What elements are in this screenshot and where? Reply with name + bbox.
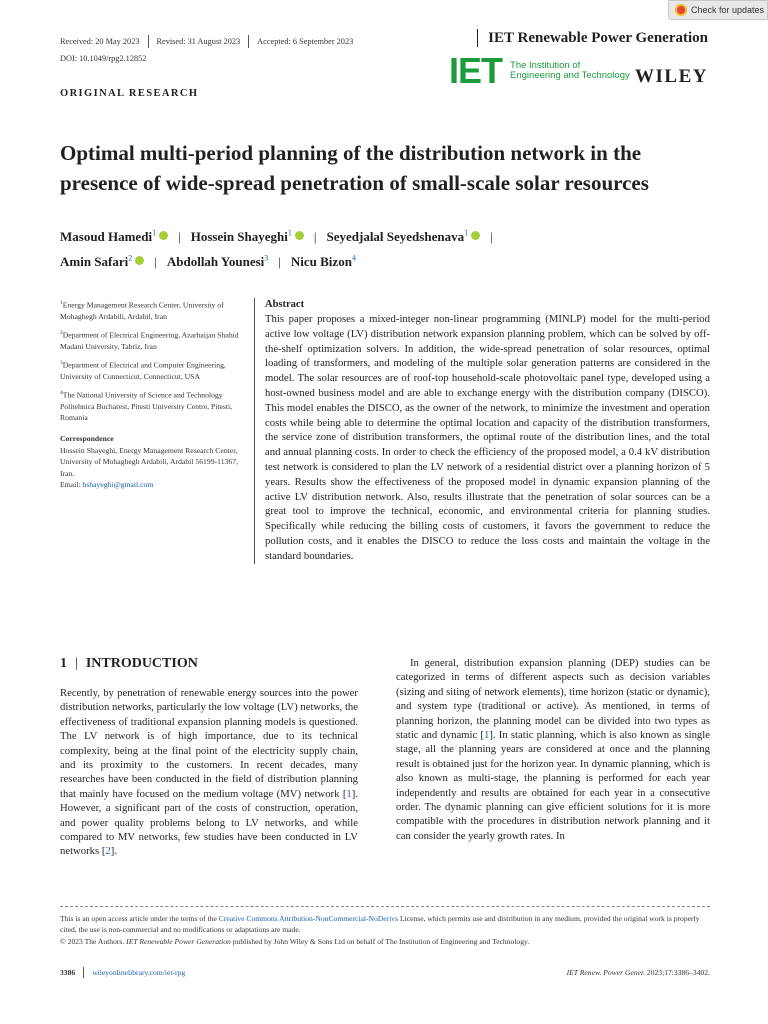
affiliations xyxy=(60,298,245,490)
page-number: 3386 xyxy=(60,968,76,977)
author[interactable]: Hossein Shayeghi$^1$ xyxy=(191,229,304,244)
correspondence-text: Hossein Shayeghi, Energy Management Research Center, University of Mohaghegh Ardabili, Ardabil 56199-11367, Iran. xyxy=(60,446,238,478)
crossmark-icon xyxy=(675,4,687,16)
orcid-icon[interactable] xyxy=(295,231,304,240)
author-list xyxy=(60,224,720,274)
section-heading: 1 | INTRODUCTION xyxy=(60,656,198,671)
email-link[interactable]: hshayeghi@gmail.com xyxy=(82,479,154,489)
paragraph: In general, distribution expansion planning (DEP) studies can be categorized in terms of different aspects such as decision variables (sizing and siting of network elements), time horizon (static or dynamic), and system type (traditional or active). As mentioned, in terms of planning horizon, the planning model can be divided into two types as static and dynamic [1]. In static planning, which is also known as single stage, all the planning years are considered at once and the planning result is obtained just for the horizon year. In dynamic planning, which is also known as multi-stage, the planning is performed for each year independently and results are obtained for each year in a consecutive order. The dynamic planning can give efficient solutions for it is more compatible with the procedures in distribution network planning and it can consider the yearly growth rates. In xyxy=(396,657,710,842)
orcid-icon[interactable] xyxy=(135,256,144,265)
affiliation: $^4$The National University of Science and Technology Politehnica Bucharest, Pitesti University Centre, Pitesti, Romania xyxy=(60,389,233,422)
body-column-right xyxy=(396,656,710,843)
affiliation: $^2$Department of Electrical Engineering, Azarbaijan Shahid Madani University, Tabriz, Iran xyxy=(60,329,239,351)
check-for-updates-button[interactable] xyxy=(668,0,768,20)
license-footnote: This is an open access article under the terms of the Creative Commons Attribution-NonCommercial-NoDerivs License, which permits use and distribution in any medium, provided the original work is properly cited, the use is non-commercial and no modifications or adaptations are made. © 2023 The Authors. IET Renewable Power Generation published by John Wiley & Sons Ltd on behalf of The Institution of Engineering and Technology. xyxy=(60,906,710,947)
author[interactable]: Abdollah Younesi$^3$ xyxy=(166,253,269,269)
accepted-date: Accepted: 6 September 2023 xyxy=(248,35,361,48)
correspondence-heading: Correspondence xyxy=(60,434,114,444)
author[interactable]: Masoud Hamedi$^1$ xyxy=(60,229,168,244)
author[interactable]: Seyedjalal Seyedshenava$^1$ xyxy=(326,229,480,244)
wiley-logo: WILEY xyxy=(635,66,708,87)
article-type: ORIGINAL RESEARCH xyxy=(60,88,199,99)
page-footer xyxy=(60,967,710,978)
iet-logo-mark: IET xyxy=(449,50,503,91)
abstract-heading: Abstract xyxy=(265,299,305,310)
license-link[interactable]: Creative Commons Attribution-NonCommercial-NoDerivs xyxy=(218,914,399,923)
abstract xyxy=(254,298,710,564)
article-history xyxy=(60,35,361,48)
affiliation: $^3$Department of Electrical and Computer Engineering, University of Connecticut, Connecticut, USA xyxy=(60,359,226,381)
abstract-body: This paper proposes a mixed-integer non-linear programming (MINLP) model for the multi-period active low voltage (LV) distribution network expansion planning problem, which can be solved by off-the-shelf optimization solvers. In addition, the wide-spread penetration of solar resources, optimal loading of transformers, and modeling of the multiple solar generation patterns are considered in the model. The solar resources are of roof-top household-scale photovoltaic panel type, developed using a host-owned business model and are able to exchange energy with the distribution company (DISCO). This model enables the DISCO, as the owner of the network, to minimize the investment and operation costs while being able to determine the optimal location and capacity of the distribution transformers, the service zone of distribution transformers, the optimal route of the distribution lines, and the total and annual planning costs. In order to check the efficiency of the proposed model, a 0.4 kV distribution test network is considered to plan the LV network of a residential district over a planning horizon of 5 years. Results show the effectiveness of the proposed model in dynamic expansion planning of the active LV distribution network. Also, results illustrate that the penetration of solar sources can be a great tool to improve the technical, economic, and environmental criteria for planning studies. Specifically while reducing the billing costs of customers, it favors the government to reduce the pollution costs, and it enables the DISCO to reduce the loss costs and maintain the voltage in the standard boundaries. xyxy=(265,313,710,562)
citation: IET Renew. Power Gener. 2023;17:3386–3402. xyxy=(566,968,710,977)
paragraph: Recently, by penetration of renewable energy sources into the power distribution networks, particularly the low voltage (LV) networks, the effectiveness of traditional expansion planning models is questioned. The LV network is of high importance, due to its technical complexity, being at the final point of the electricity supply chain, and its proximity to the customers. In recent decades, many researches have been conducted in the field of distribution planning that mainly have focused on the medium voltage (MV) network [1]. However, a significant part of the costs of construction, operation, and power quality problems belong to LV networks, and while compared to MV networks, few studies have been conducted in LV networks [2]. xyxy=(60,687,358,858)
author[interactable]: Amin Safari$^2$ xyxy=(60,254,144,269)
orcid-icon[interactable] xyxy=(159,231,168,240)
iet-logo xyxy=(449,50,630,91)
received-date: Received: 20 May 2023 xyxy=(60,37,140,46)
citation-link[interactable]: 2 xyxy=(105,845,111,858)
revised-date: Revised: 31 August 2023 xyxy=(148,35,249,48)
author-line-2: Amin Safari$^2$ | Abdollah Younesi$^3$ | Nicu Bizon$^4$ xyxy=(60,253,356,269)
body-column-left xyxy=(60,656,358,859)
journal-url-link[interactable]: wileyonlinelibrary.com/iet-rpg xyxy=(83,967,185,978)
check-for-updates-label: Check for updates xyxy=(691,5,765,15)
article-title: Optimal multi-period planning of the distribution network in the presence of wide-spread penetration of small-scale solar resources xyxy=(60,141,649,195)
author-line-1: Masoud Hamedi$^1$ | Hossein Shayeghi$^1$ | Seyedjalal Seyedshenava$^1$ | xyxy=(60,228,493,244)
correspondence: Correspondence Hossein Shayeghi, Energy Management Research Center, University of Mohaghegh Ardabili, Ardabil 56199-11367, Iran. Email: hshayeghi@gmail.com xyxy=(60,433,245,490)
iet-logo-text: The Institution of Engineering and Technology xyxy=(510,60,630,81)
citation-link[interactable]: 1 xyxy=(483,729,490,742)
affiliation: $^1$Energy Management Research Center, University of Mohaghegh Ardabili, Ardabil, Iran xyxy=(60,300,224,321)
citation-link[interactable]: 1 xyxy=(346,787,352,800)
orcid-icon[interactable] xyxy=(471,231,480,240)
author[interactable]: Nicu Bizon$^4$ xyxy=(290,253,356,269)
journal-name: IET Renewable Power Generation xyxy=(477,29,708,47)
doi[interactable]: DOI: 10.1049/rpg2.12852 xyxy=(60,54,147,63)
